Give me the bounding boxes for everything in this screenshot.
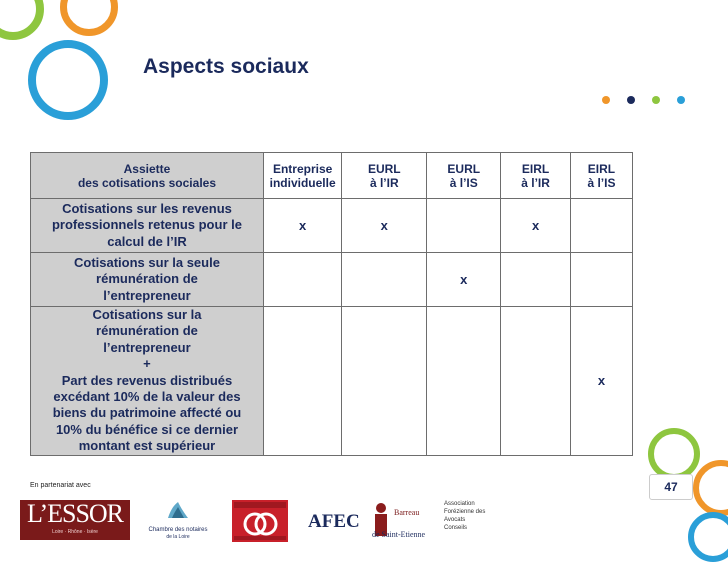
table-row (31, 307, 633, 456)
table-cell (501, 253, 571, 307)
decorative-ring-orange-bottomright (693, 460, 728, 516)
table-cell (570, 199, 632, 253)
table-cell: x (501, 199, 571, 253)
table-cell (501, 307, 571, 456)
table-cell (263, 307, 341, 456)
table-cell (342, 253, 427, 307)
chambre-notaires-logo (140, 500, 216, 540)
row-label-line: Cotisations sur la (92, 307, 202, 322)
essor-logo-text: L’ESSOR (26, 499, 124, 528)
header-cell-eurl-is (427, 153, 501, 199)
table-cell: x (263, 199, 341, 253)
avocats-conseils-logo (444, 500, 504, 532)
avocats-line: Avocats (444, 517, 466, 523)
header-line: à l’IS (587, 175, 616, 190)
row-label-line: Part des revenus distribués (61, 372, 233, 388)
avocats-line: Forézienne des (444, 509, 486, 515)
table-cell: x (570, 307, 632, 456)
essor-logo-subtitle: Loire · Rhône · Isère (52, 529, 98, 535)
row-label-line: professionnels retenus pour le (51, 217, 242, 233)
header-line: EURL (367, 161, 401, 176)
decorative-ring-green-bottomright (648, 428, 700, 480)
header-line: individuelle (269, 175, 336, 190)
table-cell (427, 307, 501, 456)
decorative-ring-green-topleft (0, 0, 44, 40)
header-cell-eurl-ir (342, 153, 427, 199)
header-cell-assiette (31, 153, 264, 199)
row-label-line: 10% du bénéfice si ce dernier (55, 421, 239, 437)
header-line: Assiette (123, 161, 171, 176)
row-label-line: Cotisations sur les revenus (62, 200, 232, 216)
header-line: EIRL (587, 161, 616, 176)
row-label (31, 199, 264, 253)
notaires-label: Chambre des notaires (148, 527, 208, 533)
row-label (31, 307, 264, 456)
table-cell: x (427, 253, 501, 307)
row-label-line: rémunération de (96, 271, 198, 287)
notaires-emblem-icon (164, 500, 192, 522)
row-label-line: excédant 10% de la valeur des (53, 389, 241, 405)
avocats-line: Association (444, 501, 475, 507)
table-row (31, 199, 633, 253)
barreau-bottom-label: de Saint-Etienne (372, 530, 426, 539)
table-header-row (31, 153, 633, 199)
header-line: EIRL (521, 161, 550, 176)
avocats-line: Conseils (444, 525, 468, 531)
cotisations-table (30, 152, 633, 456)
row-label-line: l’entrepreneur (103, 287, 191, 303)
row-label-line: Cotisations sur la seule (74, 254, 220, 270)
barreau-saint-etienne-logo (370, 500, 434, 542)
header-line: Entreprise (272, 161, 333, 176)
header-cell-eirl-is (570, 153, 632, 199)
decorative-dot-green (652, 96, 660, 104)
experts-comptables-emblem-icon (232, 500, 288, 542)
row-label-line: l’entrepreneur (103, 339, 191, 355)
header-line: à l’IS (449, 175, 478, 190)
decorative-ring-orange-top (60, 0, 118, 36)
essor-logo (20, 500, 130, 540)
partners-caption: En partenariat avec (30, 482, 91, 489)
table-cell (263, 253, 341, 307)
table-cell: x (342, 199, 427, 253)
header-line: à l’IR (369, 175, 399, 190)
decorative-ring-blue-bottomright (688, 512, 728, 562)
table-row (31, 253, 633, 307)
row-label (31, 253, 264, 307)
table-cell (570, 253, 632, 307)
table-cell (342, 307, 427, 456)
afec-logo: AFEC (308, 511, 360, 532)
table-cell (427, 199, 501, 253)
row-label-line: rémunération de (96, 323, 198, 339)
notaires-sublabel: de la Loire (166, 534, 190, 540)
page-number: 47 (649, 474, 693, 500)
decorative-dot-blue (677, 96, 685, 104)
row-label-line: calcul de l’IR (107, 233, 187, 249)
row-label-line: biens du patrimoine affecté ou (52, 405, 242, 421)
row-label-line: montant est supérieur (78, 438, 216, 454)
header-line: des cotisations sociales (77, 175, 216, 190)
experts-comptables-logo (232, 500, 288, 542)
row-label-line: + (143, 356, 151, 372)
header-line: à l’IR (521, 175, 550, 190)
header-line: EURL (447, 161, 481, 176)
decorative-dot-navy (627, 96, 635, 104)
barreau-top-label: Barreau (394, 508, 420, 517)
header-cell-eirl-ir (501, 153, 571, 199)
decorative-dot-orange (602, 96, 610, 104)
header-cell-entreprise-individuelle (263, 153, 341, 199)
slide-title: Aspects sociaux (143, 55, 309, 78)
decorative-ring-blue-left (28, 40, 108, 120)
